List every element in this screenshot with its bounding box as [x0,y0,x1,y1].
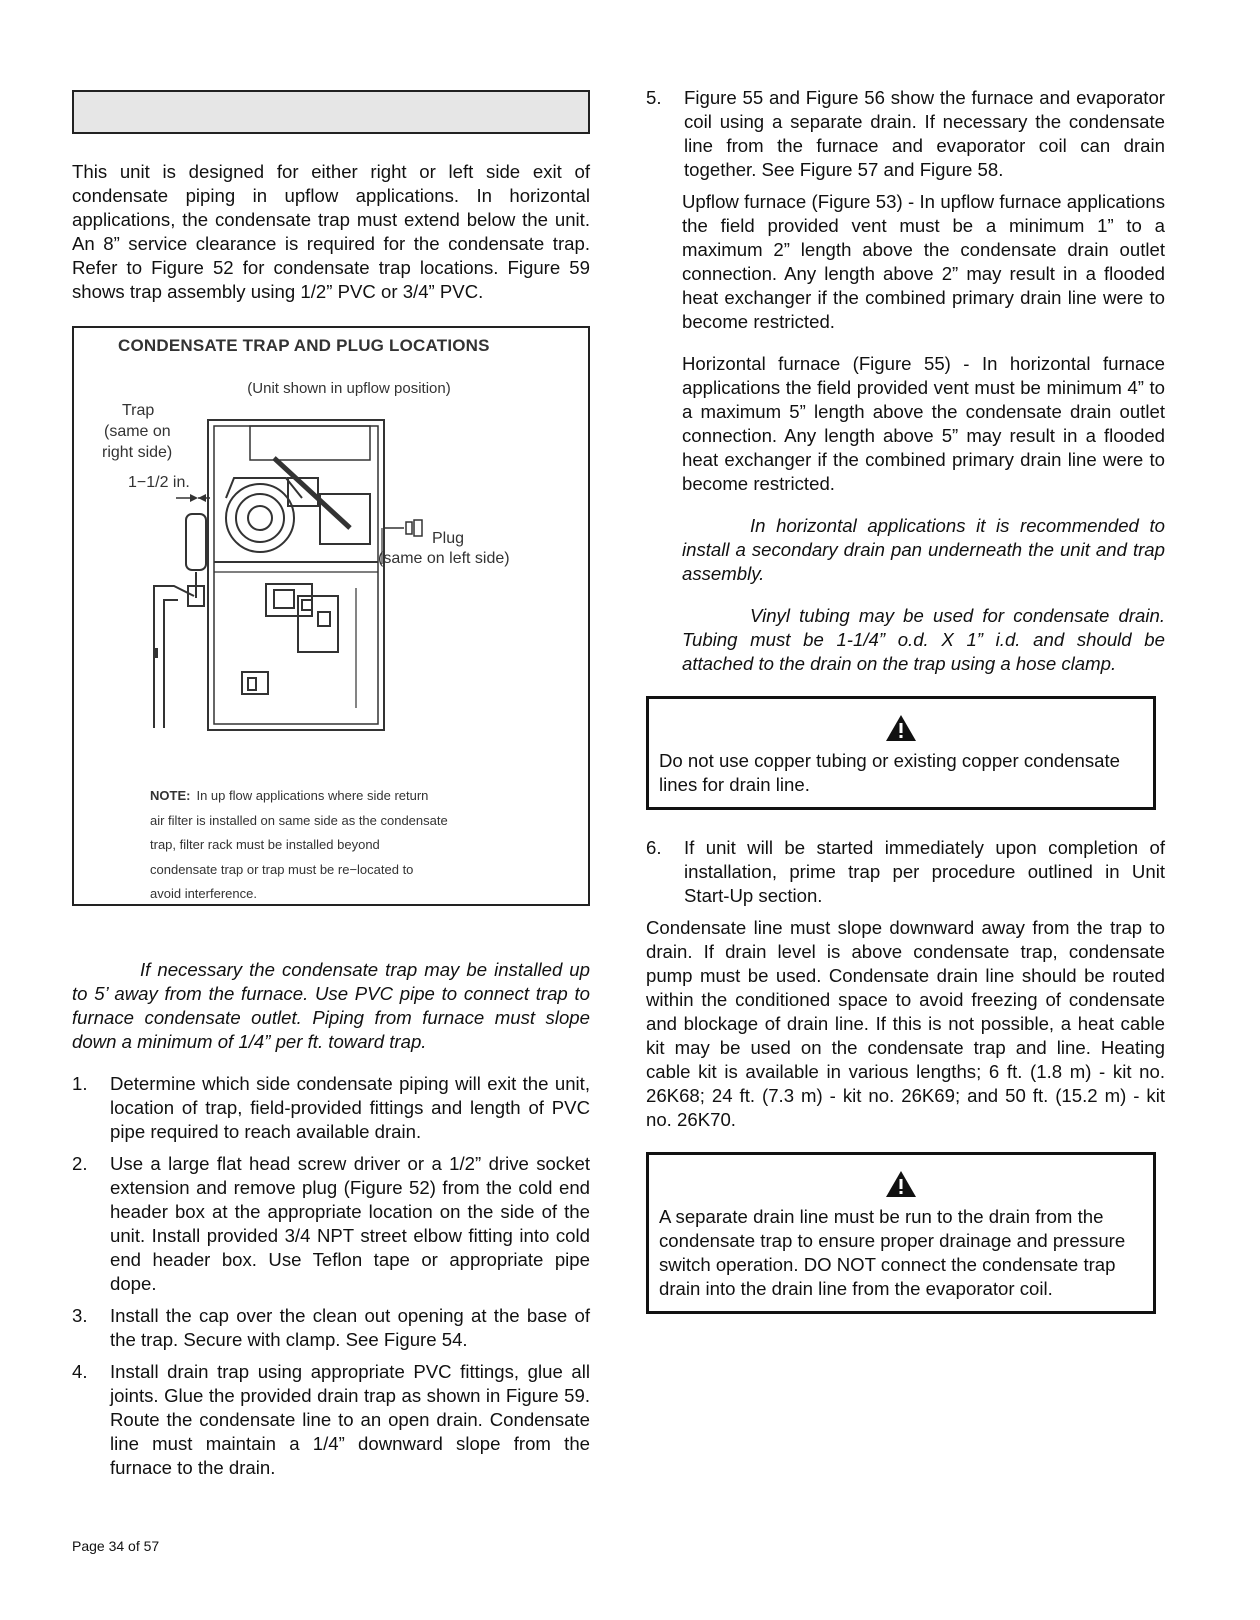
install-steps-list-continued [646,86,1165,182]
figure-note [150,784,510,907]
right-column [646,86,1165,1314]
figure-trap-plug-locations [72,326,590,906]
page-number: Page 34 of 57 [72,1538,160,1554]
trap-label [122,400,154,421]
list-item [72,1072,590,1144]
step-text: Install drain trap using appropriate PVC fittings, glue all joints. Glue the provided drain trap as shown in Figure 59. Route the condensate line to an open drain. Condensate line must maintain a 1/4” downward slope from the furnace to the drain. [110,1361,590,1478]
vinyl-tubing-note: Vinyl tubing may be used for condensate drain. Tubing must be 1-1/4” o.d. X 1” i.d. and should be attached to the drain on the trap using a hose clamp. [682,605,1165,674]
step-number: 3. [72,1305,88,1326]
step-number: 2. [72,1153,88,1174]
note-line-2: air filter is installed on same side as the condensate [150,812,448,828]
step-number: 6. [646,837,662,858]
intro-paragraph: This unit is designed for either right or left side exit of condensate piping in upflow applications. In horizontal applications, the condensate trap must extend below the unit. An 8” service clearance is required for the condensate trap. Refer to Figure 52 for condensate trap locations. Figure 59 shows trap assembly using 1/2” PVC or 3/4” PVC. [72,161,590,302]
figure-title: CONDENSATE TRAP AND PLUG LOCATIONS [118,336,490,355]
step-number: 4. [72,1361,88,1382]
list-item [72,1304,590,1352]
note-line-3: trap, filter rack must be installed beyond [150,837,380,852]
warning-text-separate-drain: A separate drain line must be run to the drain from the condensate trap to ensure proper drainage and pressure switch operation. DO NOT connect the condensate trap drain into the drain line from the evaporator coil. [659,1206,1126,1299]
trap-label-right-side: right side) [102,444,173,461]
warning-text-copper: Do not use copper tubing or existing copper condensate lines for drain line. [659,750,1121,795]
list-item [72,1360,590,1480]
figure-subtitle: (Unit shown in upflow position) [247,380,451,397]
warning-box-separate-drain [646,1152,1156,1314]
warning-box-copper [646,696,1156,810]
section-header-box [72,90,590,134]
warning-icon [659,713,1143,749]
step-text: Figure 55 and Figure 56 show the furnace and evaporator coil using a separate drain. If necessary the condensate line from the furnace and evaporator coil can drain together. See Figure 57 and Figure 58. [684,87,1165,180]
note-line-4: condensate trap or trap must be re−located to [150,861,414,877]
horizontal-furnace-paragraph: Horizontal furnace (Figure 55) - In horizontal furnace applications the field provided vent must be minimum 4” to a maximum 5” length above the condensate drain outlet connection. Any length above 5” may result in a flooded heat exchanger if the combined primary drain line were to become restricted. [682,353,1165,494]
note-line-1: In up flow applications where side return [196,788,429,803]
remote-trap-note: If necessary the condensate trap may be installed up to 5’ away from the furnace. Use PVC pipe to connect trap to furnace condensate outlet. Piping from furnace must slope down a minimum of 1/4” per ft. toward trap. [72,959,590,1052]
secondary-drain-pan-note: In horizontal applications it is recommended to install a secondary drain pan underneath the unit and trap assembly. [682,515,1165,584]
step-number: 5. [646,87,662,108]
condensate-slope-paragraph: Condensate line must slope downward away from the trap to drain. If drain level is above condensate trap, condensate pump must be used. Condensate drain line should be routed within the conditioned space to avoid freezing of condensate and blockage of drain line. If this is not possible, a heat cable kit may be used on the condensate trap and line. Heating cable kit is available in various lengths; 6 ft. (1.8 m) - kit no. 26K68; 24 ft. (7.3 m) - kit no. 26K69; and 50 ft. (15.2 m) - kit no. 26K70. [646,917,1165,1130]
note-label: NOTE: [150,788,191,803]
note-line-5: avoid interference. [150,886,257,901]
left-column [72,90,590,1488]
step-text: Install the cap over the clean out opening at the base of the trap. Secure with clamp. See Figure 54. [110,1305,590,1350]
dimension-label: 1−1/2 in. [128,474,190,491]
list-item [646,836,1165,908]
list-item [646,86,1165,182]
step-number: 1. [72,1073,88,1094]
warning-icon [659,1169,1143,1205]
plug-label: Plug [432,530,465,547]
install-steps-list-final [646,836,1165,908]
plug-label-same-on-left: (same on left side) [378,550,510,567]
step-text: Use a large flat head screw driver or a 1/2” drive socket extension and remove plug (Figure 52) from the cold end header box at the appropriate location on the side of the unit. Install provided 3/4 NPT street elbow fitting into cold end header box. Use Teflon tape or appropriate pipe dope. [110,1153,590,1294]
list-item [72,1152,590,1296]
step-text: Determine which side condensate piping will exit the unit, location of trap, field-provided fittings and length of PVC pipe required to reach available drain. [110,1073,590,1142]
upflow-furnace-paragraph: Upflow furnace (Figure 53) - In upflow furnace applications the field provided vent must be a minimum 1” to a maximum 2” length above the condensate drain outlet connection. Any length above 2” may result in a flooded heat exchanger if the combined primary drain line were to become restricted. [682,191,1165,332]
step-text: If unit will be started immediately upon completion of installation, prime trap per procedure outlined in Unit Start-Up section. [684,837,1165,906]
trap-label-same-on: (same on [104,423,171,440]
install-steps-list [72,1072,590,1480]
trap-label-line-1: Trap [122,402,155,419]
